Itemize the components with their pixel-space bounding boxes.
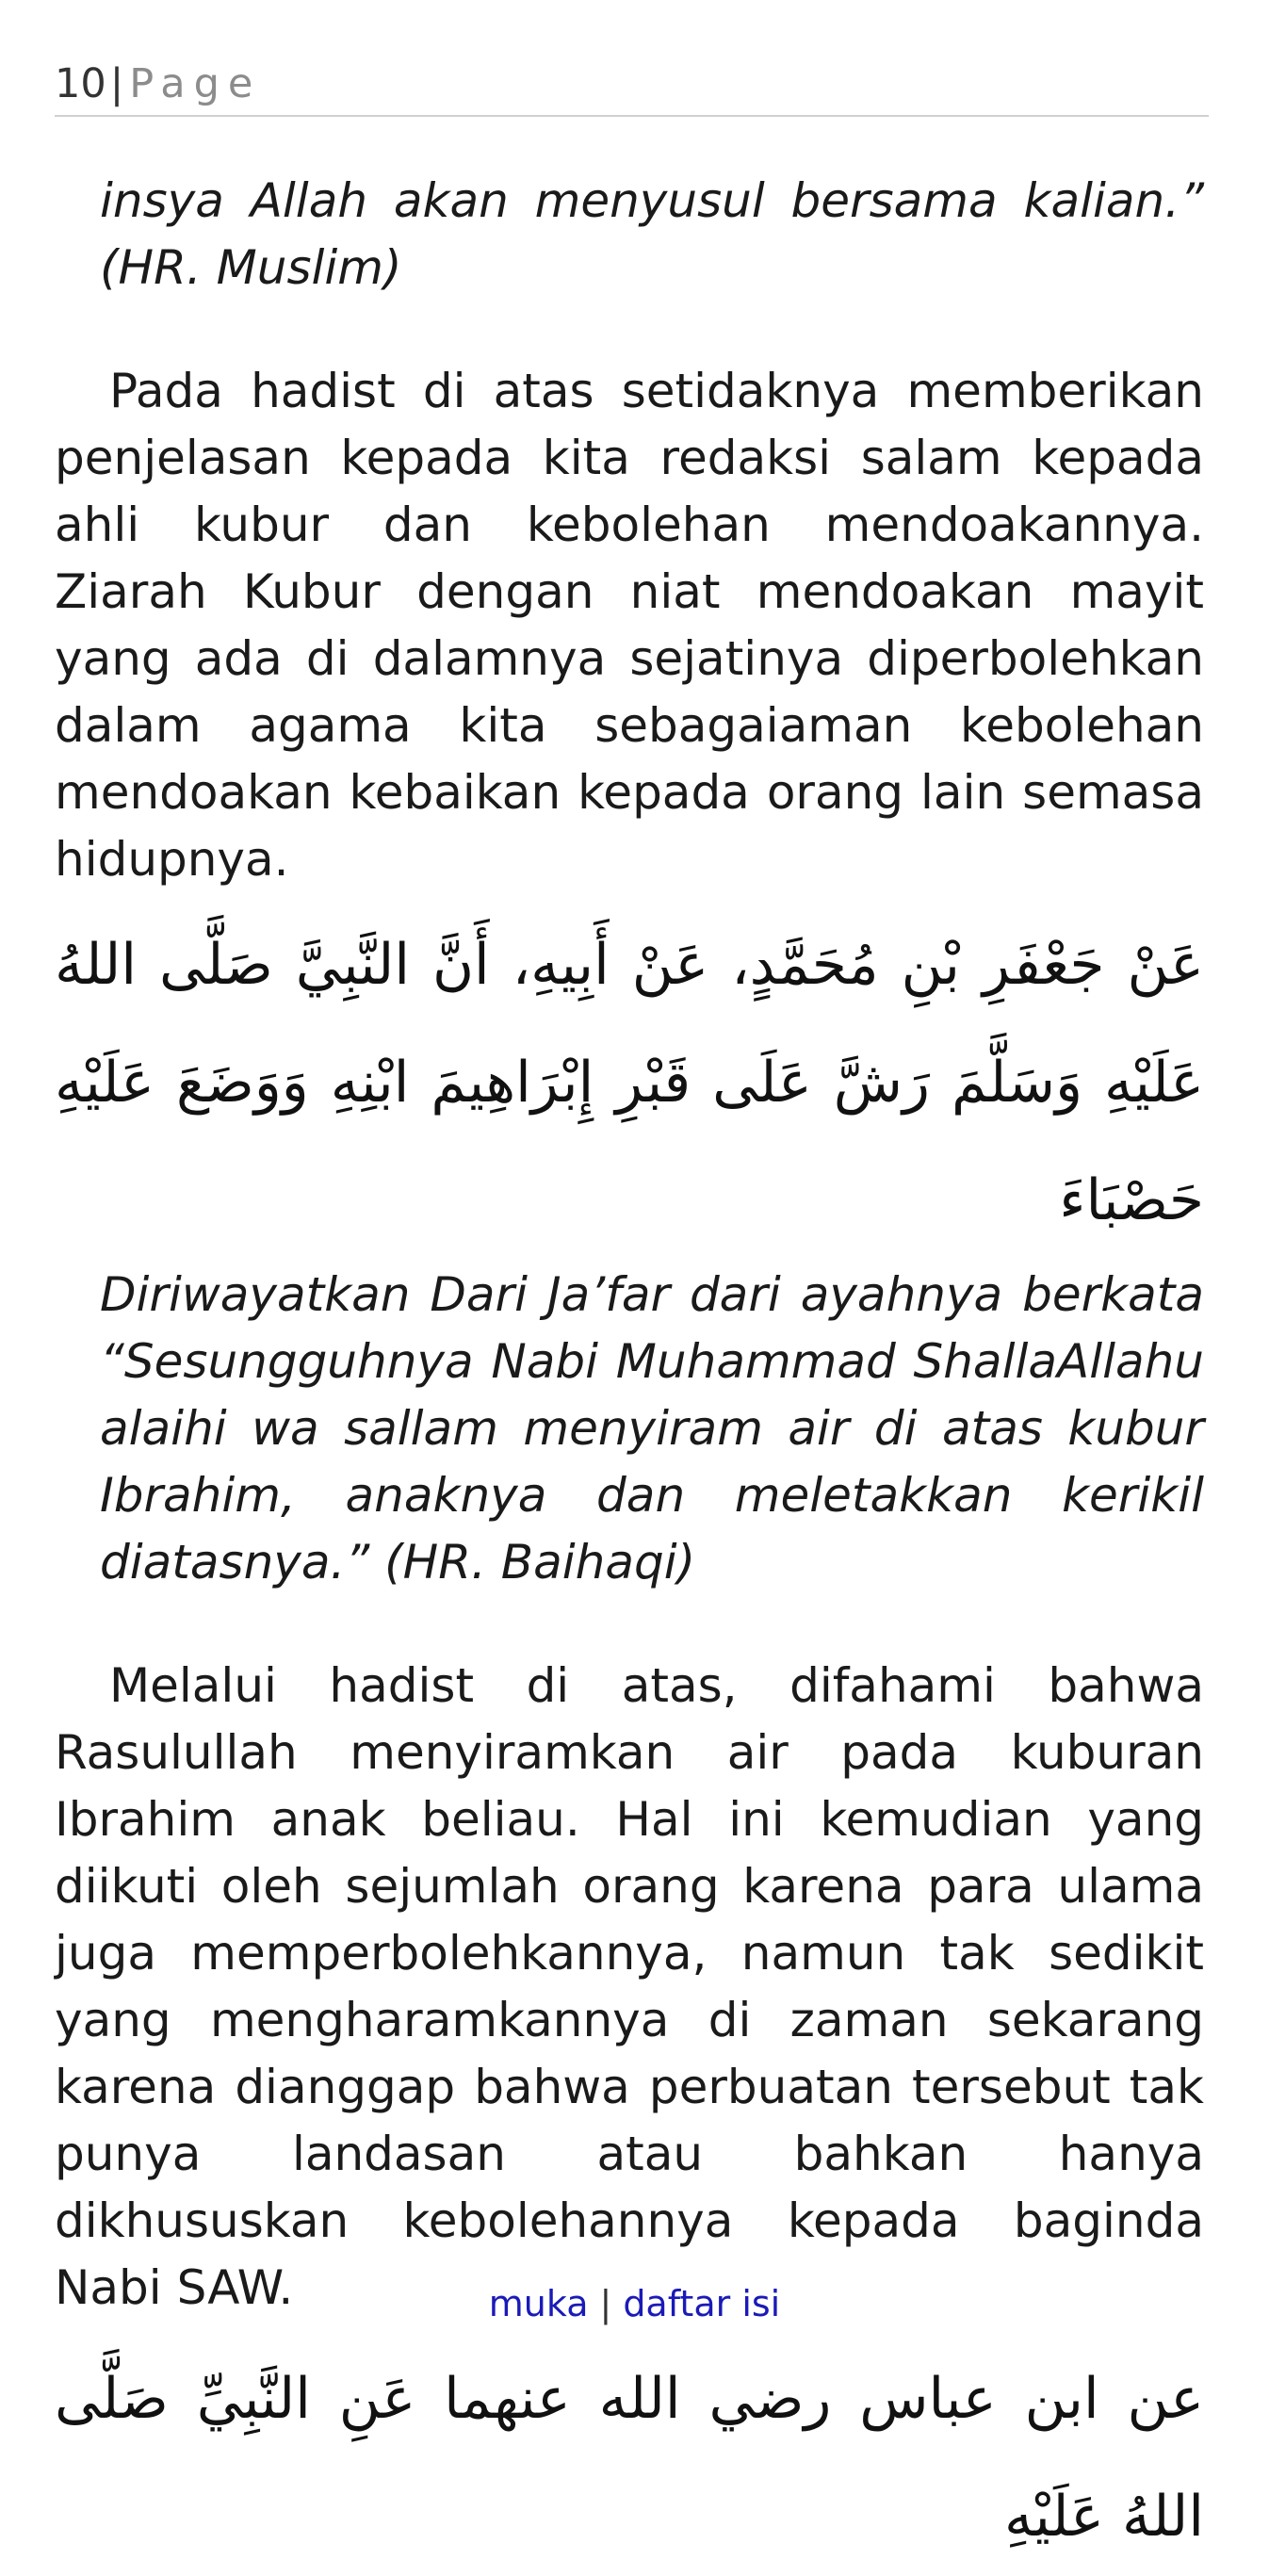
header-separator: | [109, 60, 124, 107]
page-content [55, 168, 1204, 2576]
arabic-hadith-ibn-abbas: عن ابن عباس رضي الله عنهما عَنِ النَّبِيِّ صَلَّى اللهُ عَلَيْهِ [55, 2366, 1204, 2550]
quote-hadith-baihaqi: Diriwayatkan Dari Ja’far dari ayahnya berkata “Sesungguhnya Nabi Muhammad ShallaAllahu alaihi wa sallam menyiram air di atas kubur Ibrahim, anaknya dan meletakkan kerikil diatasnya.” (HR. Baihaqi) [100, 1267, 1204, 1590]
page-label: Page [129, 60, 262, 107]
page-number: 10 [55, 60, 106, 107]
link-muka[interactable]: muka [488, 2283, 589, 2324]
page-footer [0, 2280, 1269, 2327]
arabic-hadith-jafar: عَنْ جَعْفَرِ بْنِ مُحَمَّدٍ، عَنْ أَبِيهِ، أَنَّ النَّبِيَّ صَلَّى اللهُ عَلَيْهِ وَسَلَّمَ رَشَّ عَلَى قَبْرِ إِبْرَاهِيمَ ابْنِهِ وَوَضَعَ عَلَيْهِ حَصْبَاءَ [55, 932, 1204, 1233]
paragraph-salam-ahli-kubur: Pada hadist di atas setidaknya memberikan penjelasan kepada kita redaksi salam kepada ahli kubur dan kebolehan mendoakannya. Ziarah Kubur dengan niat mendoakan mayit yang ada di dalamnya sejatinya diperbolehkan dalam agama kita sebagaiaman kebolehan mendoakan kebaikan kepada orang lain semasa hidupnya. [55, 364, 1204, 887]
paragraph-menyiram-air: Melalui hadist di atas, difahami bahwa Rasulullah menyiramkan air pada kuburan Ibrahim anak beliau. Hal ini kemudian yang diikuti oleh sejumlah orang karena para ulama juga memperbolehkannya, namun tak sedikit yang mengharamkannya di zaman sekarang karena dianggap bahwa perbuatan tersebut tak punya landasan atau bahkan hanya dikhususkan kebolehannya kepada baginda Nabi SAW. [55, 1658, 1204, 2315]
page-header [55, 58, 1209, 117]
quote-hadith-muslim: insya Allah akan menyusul bersama kalian.” (HR. Muslim) [100, 173, 1204, 295]
link-daftar-isi[interactable]: daftar isi [623, 2283, 781, 2324]
footer-separator: | [599, 2283, 612, 2324]
